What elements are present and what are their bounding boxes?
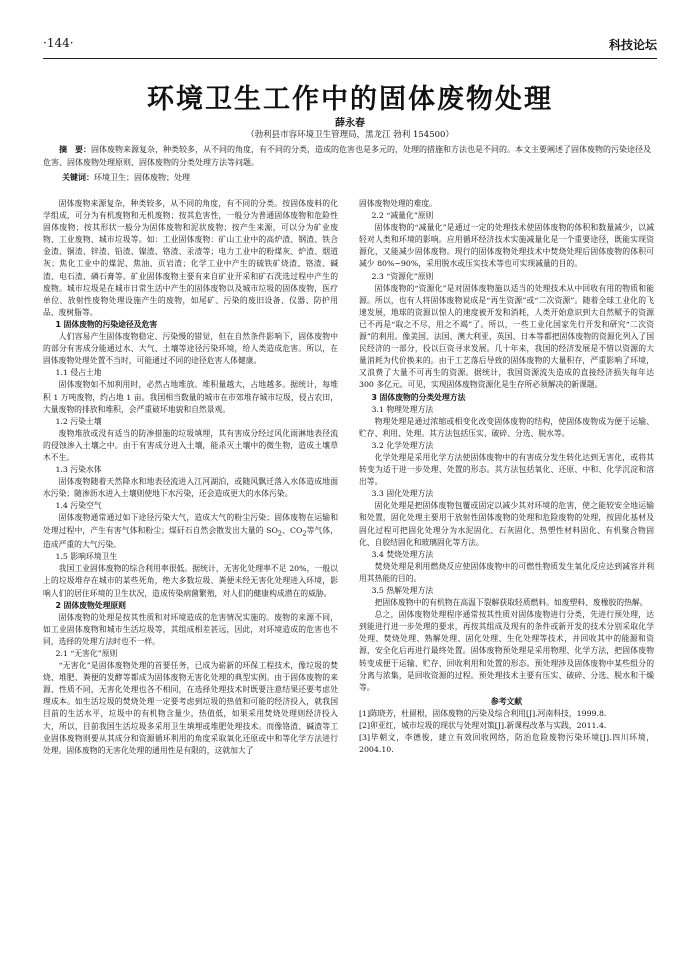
subsection-heading-2-1: 2.1 “无害化”原则 (55, 649, 118, 659)
reference-item: [3]毕朝文，李德俊，建立有效回收网络，防治危险废物污染环境[J].四川环境，2004.10. (359, 733, 654, 755)
subscript: 2 (302, 529, 307, 538)
paragraph: 废物堆放或没有适当的防渗措施的垃圾填埋，其有害成分经过风化雨淋地表径流的侵蚀渗入土壤之中。由于有害成分进入土壤，能杀灭土壤中的微生物，造成土壤草木不生。 (43, 428, 338, 462)
text-run: 、CO (282, 525, 303, 535)
subscript: 2 (277, 529, 283, 538)
section-heading-3: 3 固体废物的分类处理方法 (371, 392, 466, 402)
running-header (43, 36, 657, 54)
keywords-text: 环境卫生；固体废物；处理 (94, 173, 190, 182)
paragraph (43, 512, 338, 551)
author: 薛永春 (335, 118, 365, 129)
subsection-heading-3-2: 3.2 化学处理方法 (371, 440, 434, 450)
reference-item: [2]卯亚红，城市垃圾的现状与处理对策[J].新课程改革与实践，2011.4. (359, 721, 607, 731)
abstract-text: 固体废物来源复杂，种类较多，从不同的角度，有不同的分类，造成的危害也是多元的，处理的措施和方法也是不同的。本文主要阐述了固体废物的污染途径及危害、固体废物处理原则、固体废物的分类处理方法等问题。 (43, 145, 651, 167)
keywords-label: 关键词： (62, 173, 94, 182)
page-number: ·144· (43, 36, 74, 50)
subsection-heading-2-2: 2.2 “减量化”原则 (371, 211, 434, 221)
paragraph: 把固体废物中的有机物在高温下裂解获取轻质燃料。如废塑料、废橡胶的热解。 (374, 598, 648, 608)
paragraph-continued: 固体废物处理的难度。 (359, 199, 437, 208)
section-heading-2: 2 固体废物处理原则 (55, 600, 126, 610)
subsection-heading-1-5: 1.5 影响环境卫生 (55, 552, 118, 562)
header-rule (43, 58, 657, 59)
paragraph-intro: 固体废物来源复杂，种类较多，从不同的角度，有不同的分类。按固体废料的化学组成，可分为有机废物和无机废物；按其危害性，一般分为普通固体废物和危险性固体废物；按其形状一般分为固体废物和泥状废物；按产生来源，可以分为矿业废物、工业废物、城市垃圾等。如：工业固体废物：矿山工业中的高炉渣、钢渣、铁合金渣、铜渣、锌渣、铅渣、镍渣、铬渣、汞渣等；电力工业中的粉煤灰、炉渣、烟道灰；焦化工业中的煤泥、焦油、页岩渣；化学工业中产生的硫铁矿烧渣、铬渣、碱渣、电石渣、磷石膏等。矿业固体废物主要有来自矿业开采和矿石洗选过程中产生的废物。城市垃圾是在城市日常生活中产生的固体废物以及城市垃圾的固体废物，医疗单位、放射性废物处理设施产生的废物，如尾矿、污染的废旧设备、仪器、防护用品、废树脂等。 (43, 199, 338, 317)
keywords (62, 172, 662, 183)
paragraph: 化学处理是采用化学方法使固体废物中的有害成分发生转化达到无害化，或将其转变为适于进一步处理、处置的形态。其方法包括氧化、还原、中和、化学沉淀和溶出等。 (359, 452, 654, 487)
text-run: 固体废物通常通过如下途径污染大气，造成大气的粉尘污染；固体废物在运输和处理过程中，产生有害气体和粉尘；煤矸石自然会散发出大量的 SO (43, 513, 338, 535)
section-heading-1: 1 固体废物的污染途径及危害 (55, 319, 158, 329)
paragraph: 物理处理是通过浓缩或相变化改变固体废物的结构，使固体废物成为便于运输、贮存、利用、处理。其方法包括压实、破碎、分选、脱水等。 (359, 416, 654, 438)
abstract (43, 143, 657, 169)
affiliation: （勃利县市容环境卫生管理局，黑龙江 勃利 154500） (246, 130, 454, 140)
references-title: 参考文献 (490, 696, 523, 706)
paragraph: 焚烧处理是利用燃烧反应使固体废物中的可燃性物质发生氧化反应达到减容并利用其热能的目的。 (359, 561, 654, 583)
abstract-label: 摘 要： (59, 145, 91, 154)
paragraph: 固体废物随着天然降水和地表径流进入江河湖泊，或随风飘迁落入水体造成地面水污染；随渗沥水进入土壤则使地下水污染，还会造成更大的水体污染。 (43, 477, 338, 499)
left-column (43, 198, 338, 757)
paragraph: 固体废物的“资源化”是对固体废物施以适当的处理技术从中回收有用的物质和能源。所以，也有人将固体废物说成是“再生资源”或“二次资源”。随着全球工业化的飞速发展，地球的资源以惊人的速度被开发和消耗，人类开始意识到大自然赋予的资源已不再是“取之不尽，用之不竭”了。所以，一些工业化国家先行开发和研究“二次资源”的利用。像美国、法国、澳大利亚、英国、日本等都把固体废物的资源化列入了国民经济的一部分，投以巨资寻求发展。几十年来，我国的经济发展是不惜以资源的大量消耗为代价换来的。由于工艺落后导致的固体废物的大量积存，严重影响了环境，又浪费了大量不可再生的资源。据统计，我国资源流失造成的直接经济损失每年达 300 多亿元。可见，实现固体废物资源化是生存所必须解决的新课题。 (359, 283, 654, 390)
reference-item: [1]陈晓芳，杜留根，固体废物的污染及综合利用[J].河南科技，1999.8. (359, 708, 607, 718)
text-run: 等气体，造成严重的大气污染。 (43, 525, 339, 550)
article-title: 环境卫生工作中的固体废物处理 (147, 84, 553, 115)
paragraph: 固体废物的“减量化”是通过一定的处理技术使固体废物的体积和数量减少，以减轻对人类和环境的影响。应用循环经济技术实施减量化是一个重要途径，既能实现资源化，又能减少固体废物。现行的固体废物处理技术中焚烧处理后固体废物的体积可减少 80%~90%，采用脱水或压实技术等也可实现减量的目的。 (359, 223, 654, 269)
subsection-heading-2-3: 2.3 “资源化”原则 (371, 271, 434, 281)
paragraph: 人们容易产生固体废物稳定、污染慢的错觉，但在自然条件影响下，固体废物中的部分有害成分能通过水、大气、土壤等途径污染环境，给人类造成危害。所以，在固体废物处理处置不当时，可能通过不同的途径危害人体健康。 (43, 332, 338, 366)
paragraph: 固体废物如不加利用时，必然占地堆放。堆积量越大，占地越多。据统计，每堆积 1 万吨废物，约占地 1 亩。我国相当数量的城市在市郊堆存城市垃圾，侵占农田，大量废物的排放和堆积，会严重破坏地貌和自然景观。 (43, 380, 338, 414)
subsection-heading-3-5: 3.5 热解处理方法 (371, 586, 434, 595)
paragraph: 固化处理是把固体废物包覆或固定以减少其对环境的危害，使之能较安全地运输和处置，固化处理主要用于放射性固体废物的处理和危险废物的处理，按固化基材及固化过程可把固化处理分为水泥固化、石灰固化、热塑性材料固化、有机聚合物固化、自胶结固化和玻璃固化等方法。 (359, 501, 654, 547)
paragraph: 我国工业固体废物的综合利用率很低。据统计，无害化处理率不足 20%，一般以上的垃圾堆存在城市的某些死角，绝大多数垃圾、粪便未经无害化处理进入环境，影响人们的居住环境的卫生状况，造成传染病菌繁殖，对人们的健康构成潜在的威胁。 (43, 564, 338, 598)
subsection-heading-1-2: 1.2 污染土壤 (55, 416, 102, 426)
subsection-heading-3-3: 3.3 固化处理方法 (371, 489, 434, 499)
paragraph: “无害化”是固体废物处理的首要任务，已成为崭新的环保工程技术，像垃圾的焚烧、堆肥、粪便的发酵等都成为固体废物无害化处理的典型实例。由于固体废物的来源、性质不同，无害化处理也各不相同，在选择处理技术时既要注意结果还要考虑处理成本。如生活垃圾的焚烧处理一定要考虑到垃圾的热值和可能的经济投入，就我国目前的生活水平，垃圾中的有机物含量少，热值低，如果采用焚烧处理则经济投入大，所以，目前我国生活垃圾多采用卫生填埋或堆肥处理技术。而像铬渣、碱渣等工业固体废物则要从其成分和资源循环利用的角度采取氧化还原或中和等化学方法进行处理。固体废物的无害化处理的通用性是有限的，这就加大了 (43, 661, 338, 755)
subsection-heading-1-3: 1.3 污染水体 (55, 465, 102, 475)
subsection-heading-1-1: 1.1 侵占土地 (55, 368, 102, 378)
subsection-heading-3-4: 3.4 焚烧处理方法 (371, 549, 434, 559)
subsection-heading-3-1: 3.1 物理处理方法 (371, 404, 434, 414)
paragraph: 固体废物的处理是按其性质和对环境造成的危害情况实施的。废物的来源不同，如工业固体废物和城市生活垃圾等，其组成相差甚远，因此，对环境造成的危害也不同，选择的处理方法时也不一样。 (43, 612, 338, 646)
paragraph-conclusion: 总之，固体废物处理程序通常按其性质对固体废物进行分类，先进行预处理，达到能进行进一步处理的要求，再按其组成及现有的条件或新开发的技术分别采取化学处理、焚烧处理、熟解处理、固化处理、生化处理等技术，并回收其中的能源和资源，安全化后再进行最终处置。固体废物预处理是采用物理、化学方法，把固体废物转变成便于运输、贮存、回收利用和处置的形态。预处理涉及固体废物中某些组分的分离与浓集，是回收资源的过程。预处理技术主要有压实、破碎、分选、脱水和干燥等。 (359, 610, 654, 692)
subsection-heading-1-4: 1.4 污染空气 (55, 501, 102, 511)
right-column (359, 198, 654, 756)
journal-name: 科技论坛 (608, 38, 657, 52)
